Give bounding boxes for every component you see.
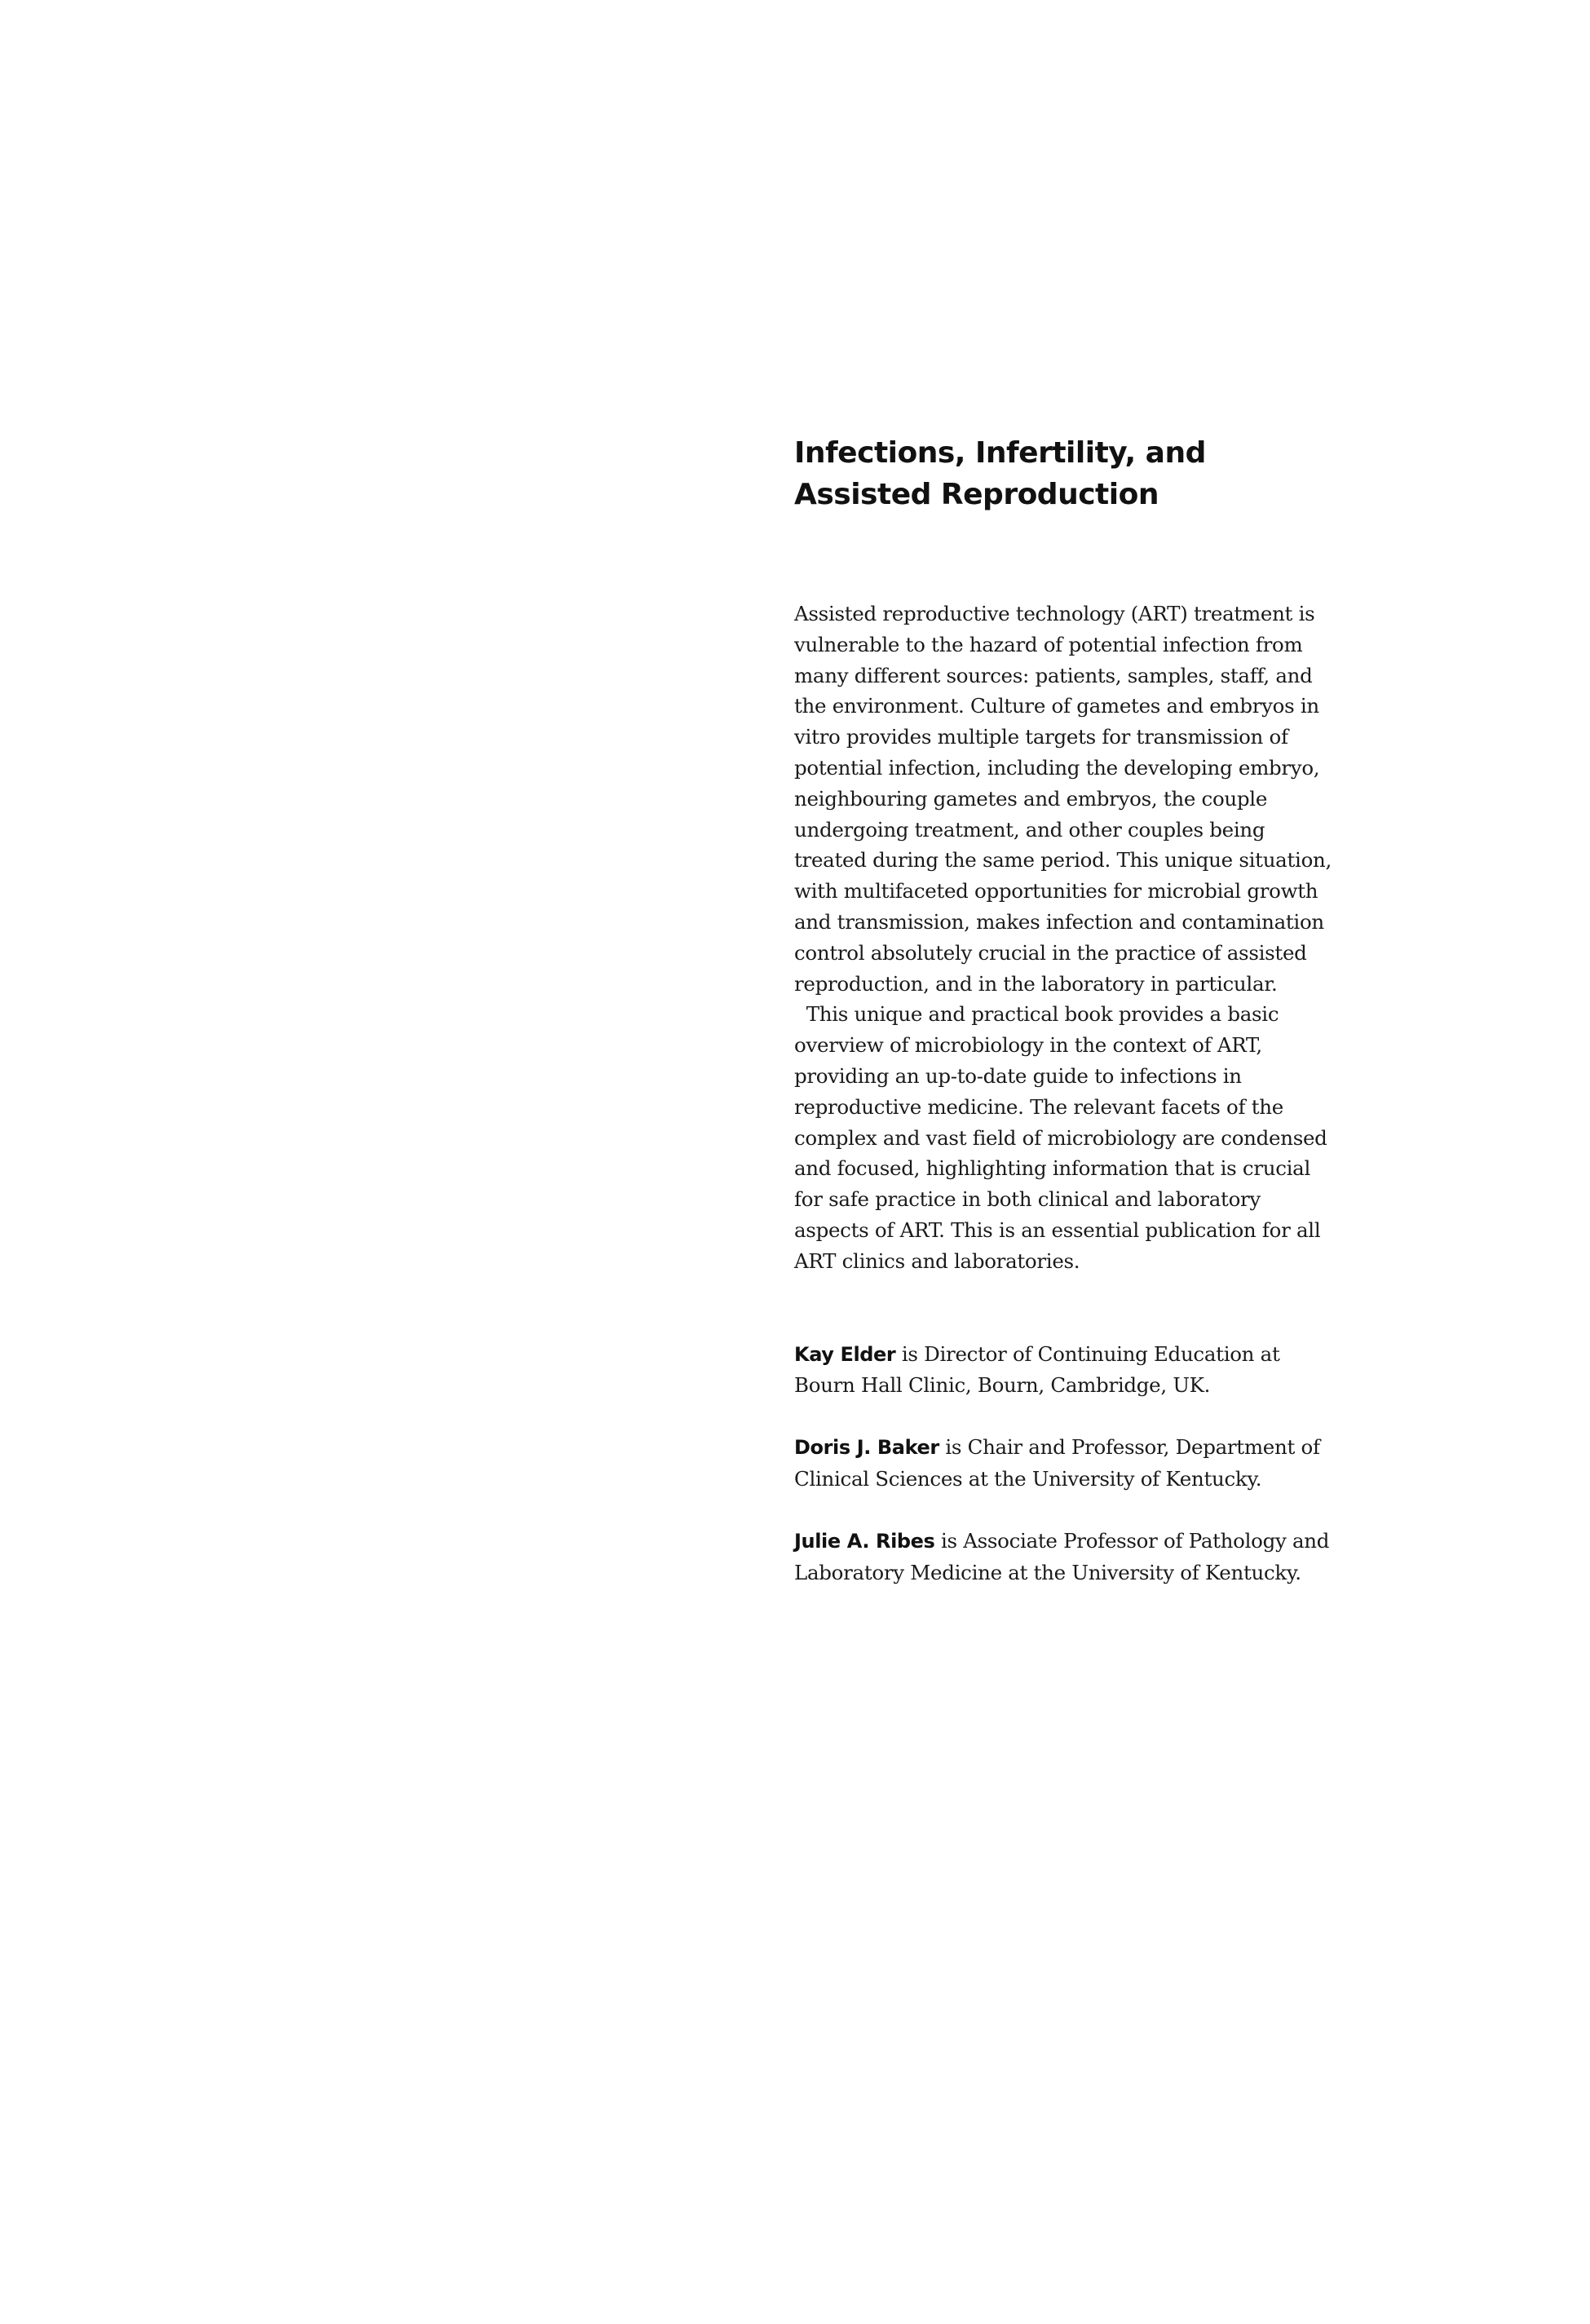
- author-bios: [794, 1339, 1332, 1588]
- author-bio-julie-ribes: [794, 1526, 1332, 1588]
- author-name: Doris J. Baker: [794, 1436, 939, 1460]
- author-bio-text: is Director of Continuing Education at Bourn Hall Clinic, Bourn, Cambridge, UK.: [794, 1341, 1280, 1398]
- author-name: Kay Elder: [794, 1342, 896, 1366]
- author-name: Julie A. Ribes: [794, 1529, 935, 1553]
- description-paragraph-1: Assisted reproductive technology (ART) treatment is vulnerable to the hazard of potential infection from many different sources: patients, samples, staff, and the environment. Culture of gametes and embryos in vitro provides multiple targets for transmission of potential infection, including the developing embryo, neighbouring gametes and embryos, the couple undergoing treatment, and other couples being treated during the same period. This unique situation, with multifaceted opportunities for microbial growth and transmission, makes infection and contamination control absolutely crucial in the practice of assisted reproduction, and in the laboratory in particular.: [794, 602, 1332, 996]
- author-bio-kay-elder: [794, 1339, 1332, 1402]
- author-bio-text: is Associate Professor of Pathology and Laboratory Medicine at the University of Kentucky.: [794, 1528, 1330, 1584]
- description-paragraph-2: This unique and practical book provides a basic overview of microbiology in the context of ART, providing an up-to-date guide to infections in reproductive medicine. The relevant facets of the complex and vast field of microbiology are condensed and focused, highlighting information that is crucial for safe practice in both clinical and laboratory aspects of ART. This is an essential publication for all ART clinics and laboratories.: [794, 1002, 1327, 1273]
- book-title: Infections, Infertility, and Assisted Reproduction: [794, 436, 1206, 511]
- author-bio-text: is Chair and Professor, Department of Clinical Sciences at the University of Kentucky.: [794, 1435, 1320, 1491]
- book-description: [794, 599, 1332, 1277]
- text-column: [794, 432, 1332, 1619]
- author-bio-doris-baker: [794, 1432, 1332, 1495]
